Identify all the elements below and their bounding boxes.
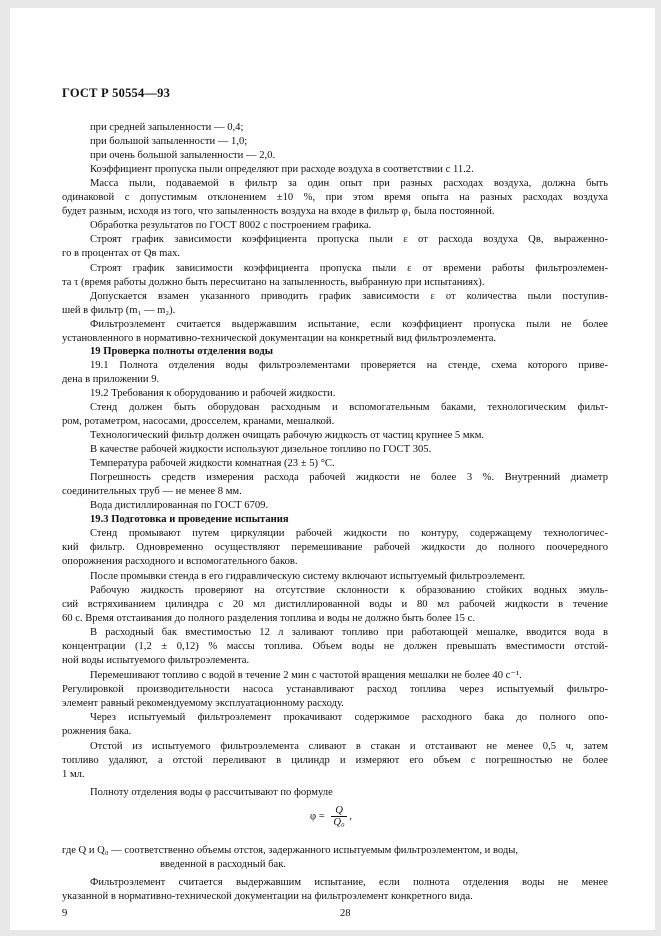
section-heading: 19.3 Подготовка и проведение испытания [90,514,289,525]
text-line: ной воды испытуемого фильтроэлемента. [62,655,250,666]
text-line: одинаковой с допустимым отклонением ±10 %, при этом время опыта на разных расходах воздуха [62,192,608,203]
text-line: установленного в нормативно-технической документации на конкретный вид фильтроэлемента. [62,333,497,344]
text-line: Температура рабочей жидкости комнатная (23 ± 5) °С. [90,458,335,469]
text-line: В качестве рабочей жидкости используют дизельное топливо по ГОСТ 305. [90,444,432,455]
text-line: После промывки стенда в его гидравлическую систему включают испытуемый фильтроэлемент. [90,571,526,582]
text-line: го в процентах от Qв max. [62,248,181,259]
text-line: 19.2 Требования к оборудованию и рабочей жидкости. [90,388,336,399]
text-line: при большой запыленности — 1,0; [90,136,248,147]
formula-denominator: Q₀ [333,817,345,828]
text-line: элемент равный рекомендуемому эксплуатационному расходу. [62,698,344,709]
text-line: 19.1 Полнота отделения воды фильтроэлементами проверяется на стенде, схема которого приве- [90,360,608,371]
text-line: Фильтроэлемент считается выдержавшим испытание, если полнота отделения воды не менее [90,877,608,888]
text-line: Коэффициент пропуска пыли определяют при расходе воздуха в соответствии с 11.2. [90,164,474,175]
formula-fraction [331,805,346,828]
text-line: Допускается взамен указанного приводить график зависимости ε от количества пыли поступив- [90,291,608,302]
text-line: та τ (время работы должно быть пересчитано на запыленность, выбранную при испытаниях). [62,277,485,288]
text-line: 1 мл. [62,769,85,780]
text-line: при очень большой запыленности — 2,0. [90,150,276,161]
document-page [10,8,655,930]
text-line: Отстой из испытуемого фильтроэлемента сливают в стакан и отстаивают не менее 0,5 ч, затем [90,741,608,752]
text-line: Стенд должен быть оборудован расходным и вспомогательным баками, технологическим фильт- [90,402,608,413]
text-line: Вода дистиллированная по ГОСТ 6709. [90,500,269,511]
text-line: Фильтроэлемент считается выдержавшим испытание, если коэффициент пропуска пыли не более [90,319,608,330]
section-heading: 19 Проверка полноты отделения воды [90,346,273,357]
text-line: Рабочую жидкость проверяют на отсутствие склонности к образованию стойких водных эмуль- [90,585,608,596]
text-line: Регулировкой производительности насоса устанавливают расход топлива через испытуемый фильтро- [62,684,608,695]
text-line: Технологический фильтр должен очищать рабочую жидкость от частиц крупнее 5 мкм. [90,430,485,441]
page-number: 28 [340,908,351,919]
text-line: Обработка результатов по ГОСТ 8002 с построением графика. [90,220,372,231]
text-line: концентрации (1,2 ± 0,12) % массы топлива. Объем воды не должен превышать вместимости отстой- [62,641,608,652]
text-line: Строят график зависимости коэффициента пропуска пыли ε от времени работы фильтроэлемен- [90,263,608,274]
text-line: ром, ротаметром, насосами, дросселем, кранами, мешалкой. [62,416,335,427]
text-line: будет разным, исходя из того, что запыленность воздуха на входе в фильтр φ₁ была постоянной. [62,206,495,217]
document-header: ГОСТ Р 50554—93 [62,86,171,100]
text-line: опорожнения расходного и вспомогательного баков. [62,556,298,567]
text-line: Стенд промывают путем циркуляции рабочей жидкости по контуру, содержащему технологичес- [90,528,608,539]
text-line: Полноту отделения воды φ рассчитывают по формуле [90,787,333,798]
footer-left: 9 [62,908,68,919]
formula-lhs: φ = [310,810,325,822]
text-line: В расходный бак вместимостью 12 л заливают топливо при работающей мешалке, вводится вода в [90,627,608,638]
text-line: рожнения бака. [62,726,132,737]
formula [310,805,352,828]
text-line: кий фильтр. Одновременно осуществляют перемешивание рабочей жидкости до полного поочередного [62,542,608,553]
formula-numerator: Q [331,805,346,817]
text-line: топливо удаляют, а отстой переливают в цилиндр и измеряют его объем с погрешностью не более [62,755,608,766]
text-line: при средней запыленности — 0,4; [90,122,244,133]
text-line: дена в приложении 9. [62,374,160,385]
text-line: где Q и Q₀ — соответственно объемы отстоя, задержанного испытуемым фильтроэлементом, и воды, [62,845,519,856]
text-line: Строят график зависимости коэффициента пропуска пыли ε от расхода воздуха Qв, выраженно- [90,234,608,245]
text-line: шей в фильтр (m₁ — m₂). [62,305,176,316]
text-line: указанной в нормативно-технической документации на фильтроэлемент конкретного вида. [62,891,473,902]
text-line: Погрешность средств измерения расхода рабочей жидкости не более 3 %. Внутренний диаметр [90,472,608,483]
text-line: Перемешивают топливо с водой в течение 2 мин с частотой вращения мешалки не более 40 с⁻¹. [90,670,522,681]
text-line: соединительных труб — не менее 8 мм. [62,486,242,497]
text-line: Масса пыли, подаваемой в фильтр за один опыт при разных расходах воздуха, должна быть [90,178,608,189]
text-line: введенной в расходный бак. [160,859,287,870]
text-line: сий встряхиванием цилиндра с 20 мл дистиллированной воды и 80 мл рабочей жидкости в течение [62,599,608,610]
text-line: 60 с. Время отстаивания до полного разделения топлива и воды не должно быть более 15 с. [62,613,475,624]
text-line: Через испытуемый фильтроэлемент прокачивают содержимое расходного бака до полного опо- [90,712,608,723]
formula-tail: , [349,810,353,822]
